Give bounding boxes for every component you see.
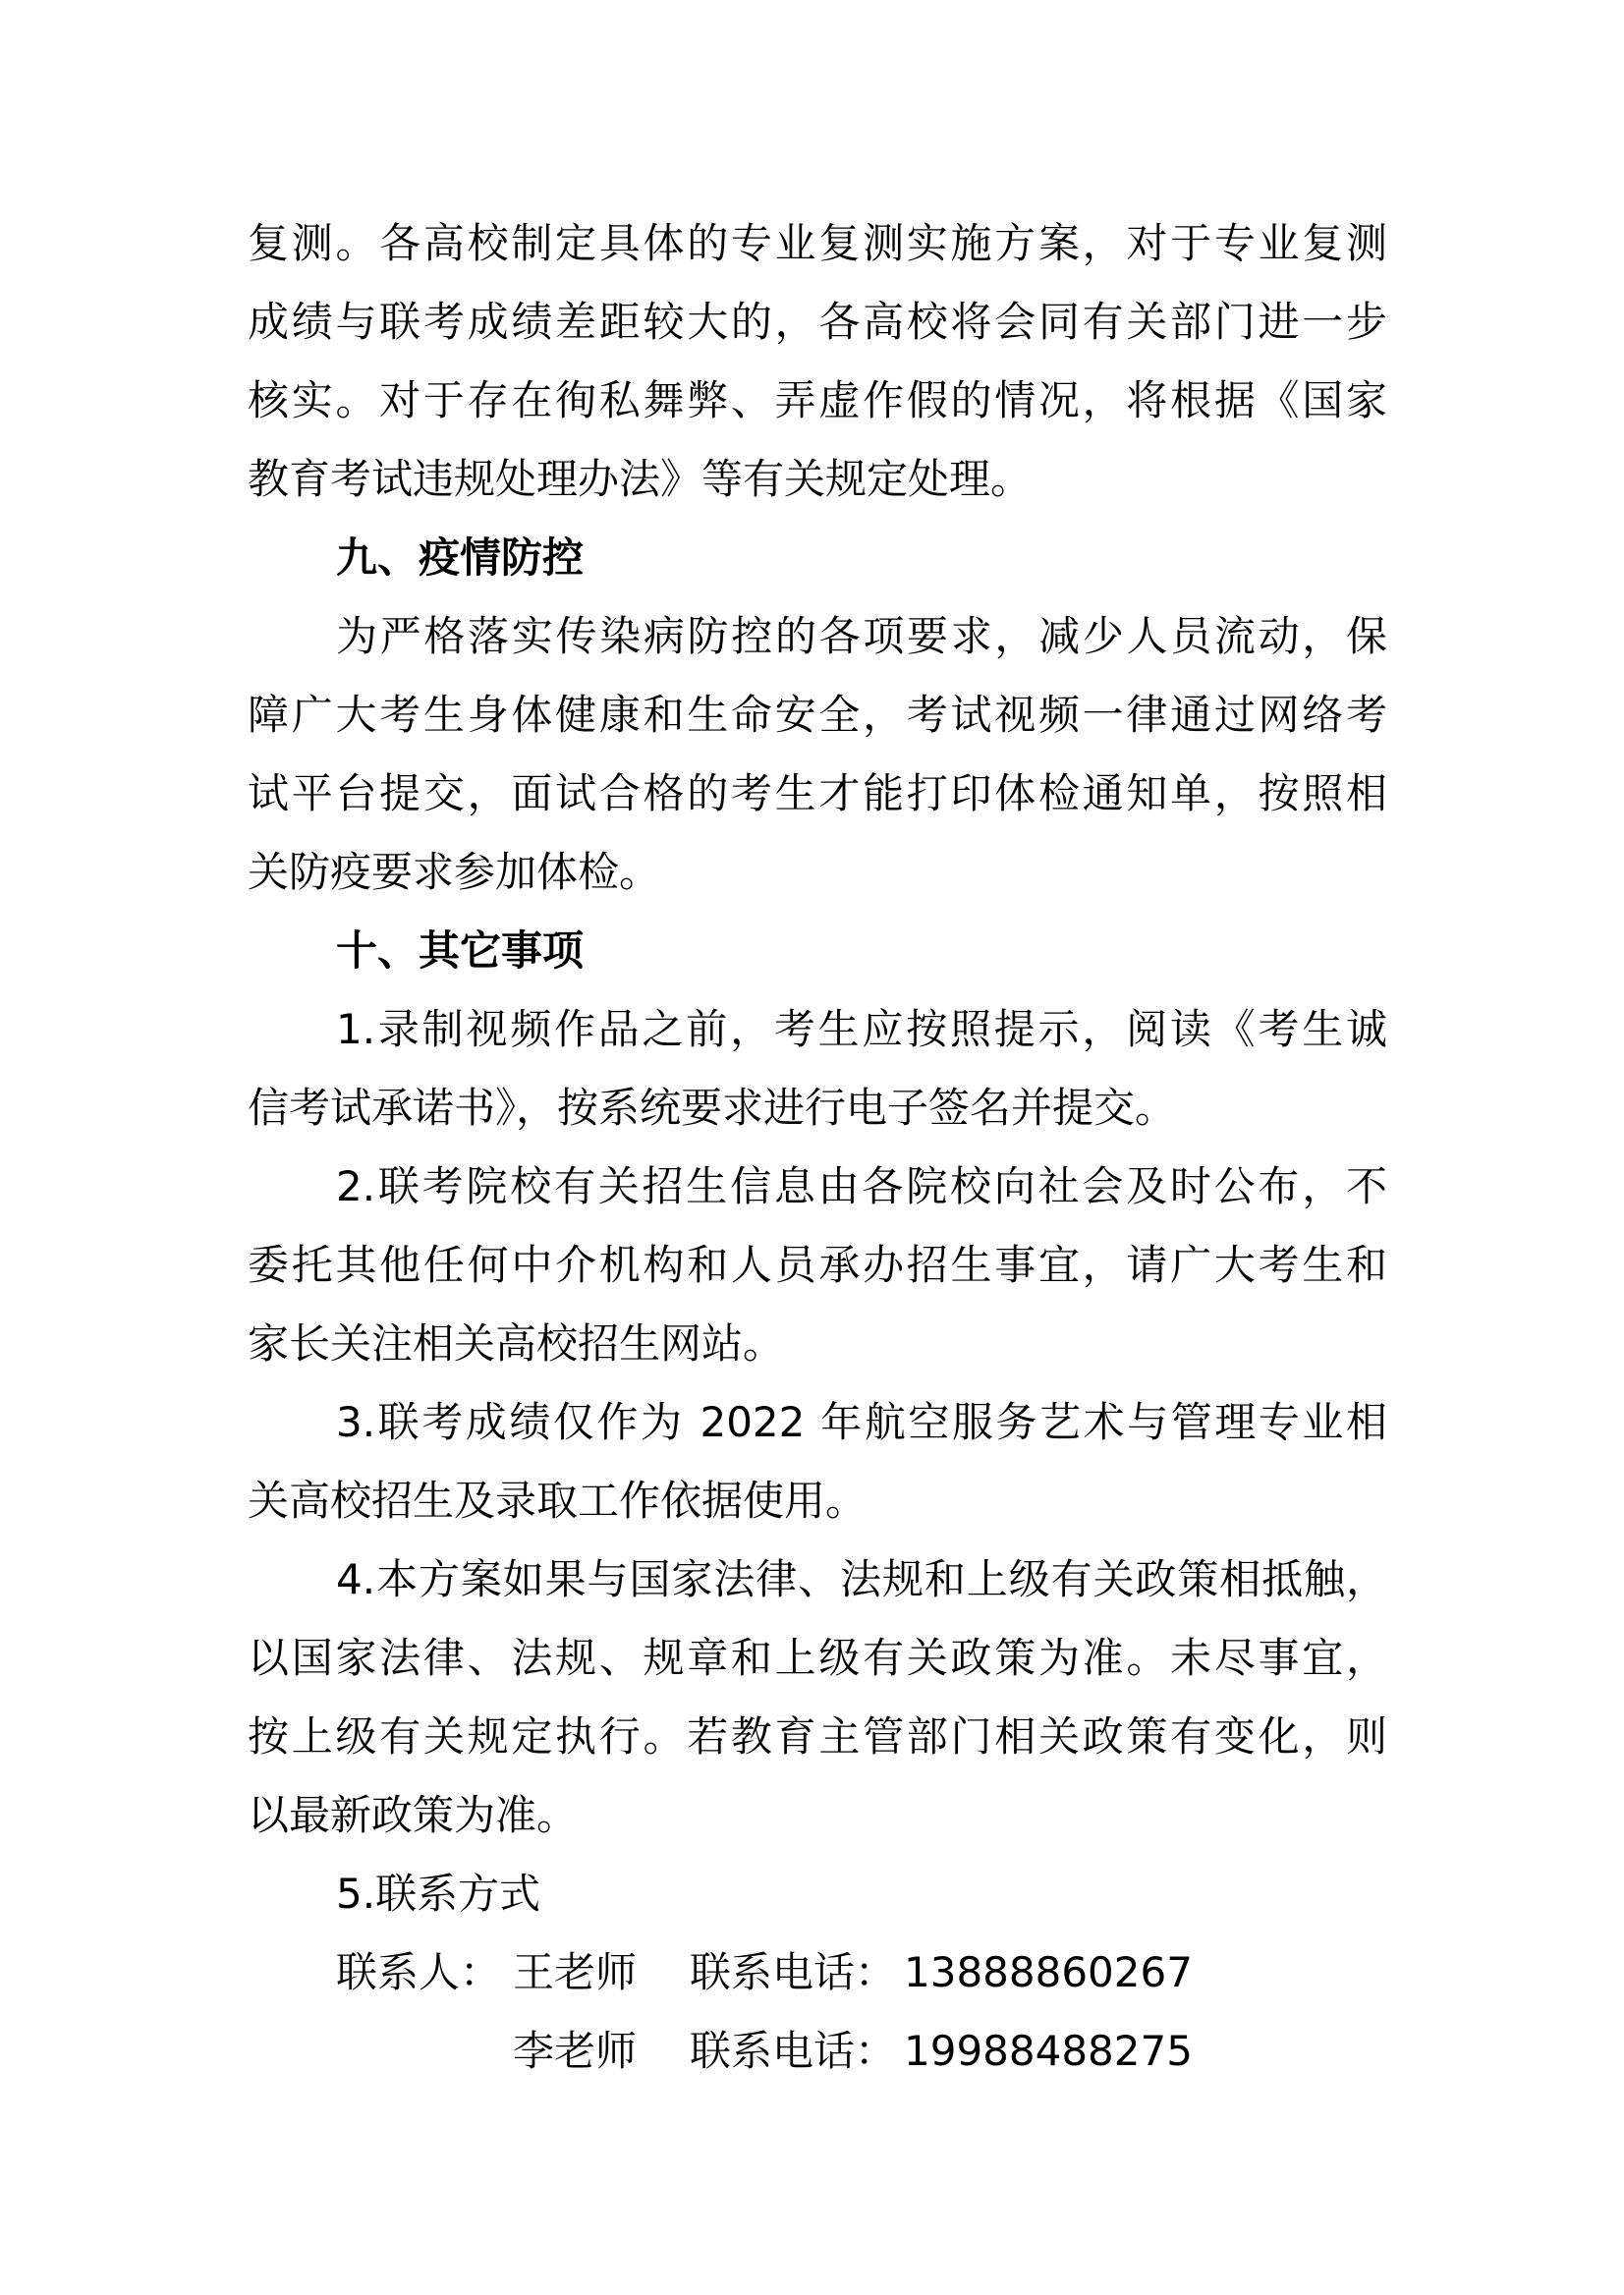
body-text-line: 试平台提交，面试合格的考生才能打印体检通知单，按照相 xyxy=(248,769,1387,817)
contact-label: 联系人： xyxy=(336,1948,502,1996)
body-text-line: 为严格落实传染病防控的各项要求，减少人员流动，保 xyxy=(336,612,1387,660)
contact-section-title: 5.联系方式 xyxy=(336,1870,541,1918)
body-text-line: 关高校招生及录取工作依据使用。 xyxy=(248,1477,868,1525)
body-text-line: 信考试承诺书》，按系统要求进行电子签名并提交。 xyxy=(248,1084,1177,1132)
contact-name: 王老师 xyxy=(513,1948,638,1996)
body-text-line: 1.录制视频作品之前，考生应按照提示，阅读《考生诚 xyxy=(336,1005,1387,1053)
contact-phone-label: 联系电话： xyxy=(690,2027,897,2075)
body-text-line: 4.本方案如果与国家法律、法规和上级有关政策相抵触， xyxy=(336,1555,1387,1603)
body-text-line: 关防疫要求参加体检。 xyxy=(248,848,661,896)
body-text-line: 成绩与联考成绩差距较大的，各高校将会同有关部门进一步 xyxy=(248,298,1387,346)
contact-phone: 13888860267 xyxy=(904,1948,1193,1996)
body-text-line: 以国家法律、法规、规章和上级有关政策为准。未尽事宜， xyxy=(248,1634,1387,1682)
body-text-line: 复测。各高校制定具体的专业复测实施方案，对于专业复测 xyxy=(248,219,1387,267)
body-text-line: 按上级有关规定执行。若教育主管部门相关政策有变化，则 xyxy=(248,1712,1387,1761)
contact-name: 李老师 xyxy=(513,2027,638,2075)
body-text-line: 核实。对于存在徇私舞弊、弄虚作假的情况，将根据《国家 xyxy=(248,376,1387,424)
body-text-line: 以最新政策为准。 xyxy=(248,1791,579,1839)
body-text-line: 3.联考成绩仅作为 2022 年航空服务艺术与管理专业相 xyxy=(336,1398,1387,1446)
body-text-line: 障广大考生身体健康和生命安全，考试视频一律通过网络考 xyxy=(248,691,1387,739)
body-text-line: 教育考试违规处理办法》等有关规定处理。 xyxy=(248,455,1033,503)
contact-phone-label: 联系电话： xyxy=(690,1948,897,1996)
body-text-line: 家长关注相关高校招生网站。 xyxy=(248,1319,785,1368)
section-heading: 十、其它事项 xyxy=(336,926,585,975)
contact-phone: 19988488275 xyxy=(904,2027,1193,2075)
body-text-line: 委托其他任何中介机构和人员承办招生事宜，请广大考生和 xyxy=(248,1241,1387,1289)
body-text-line: 2.联考院校有关招生信息由各院校向社会及时公布，不 xyxy=(336,1162,1387,1210)
section-heading: 九、疫情防控 xyxy=(336,533,585,582)
